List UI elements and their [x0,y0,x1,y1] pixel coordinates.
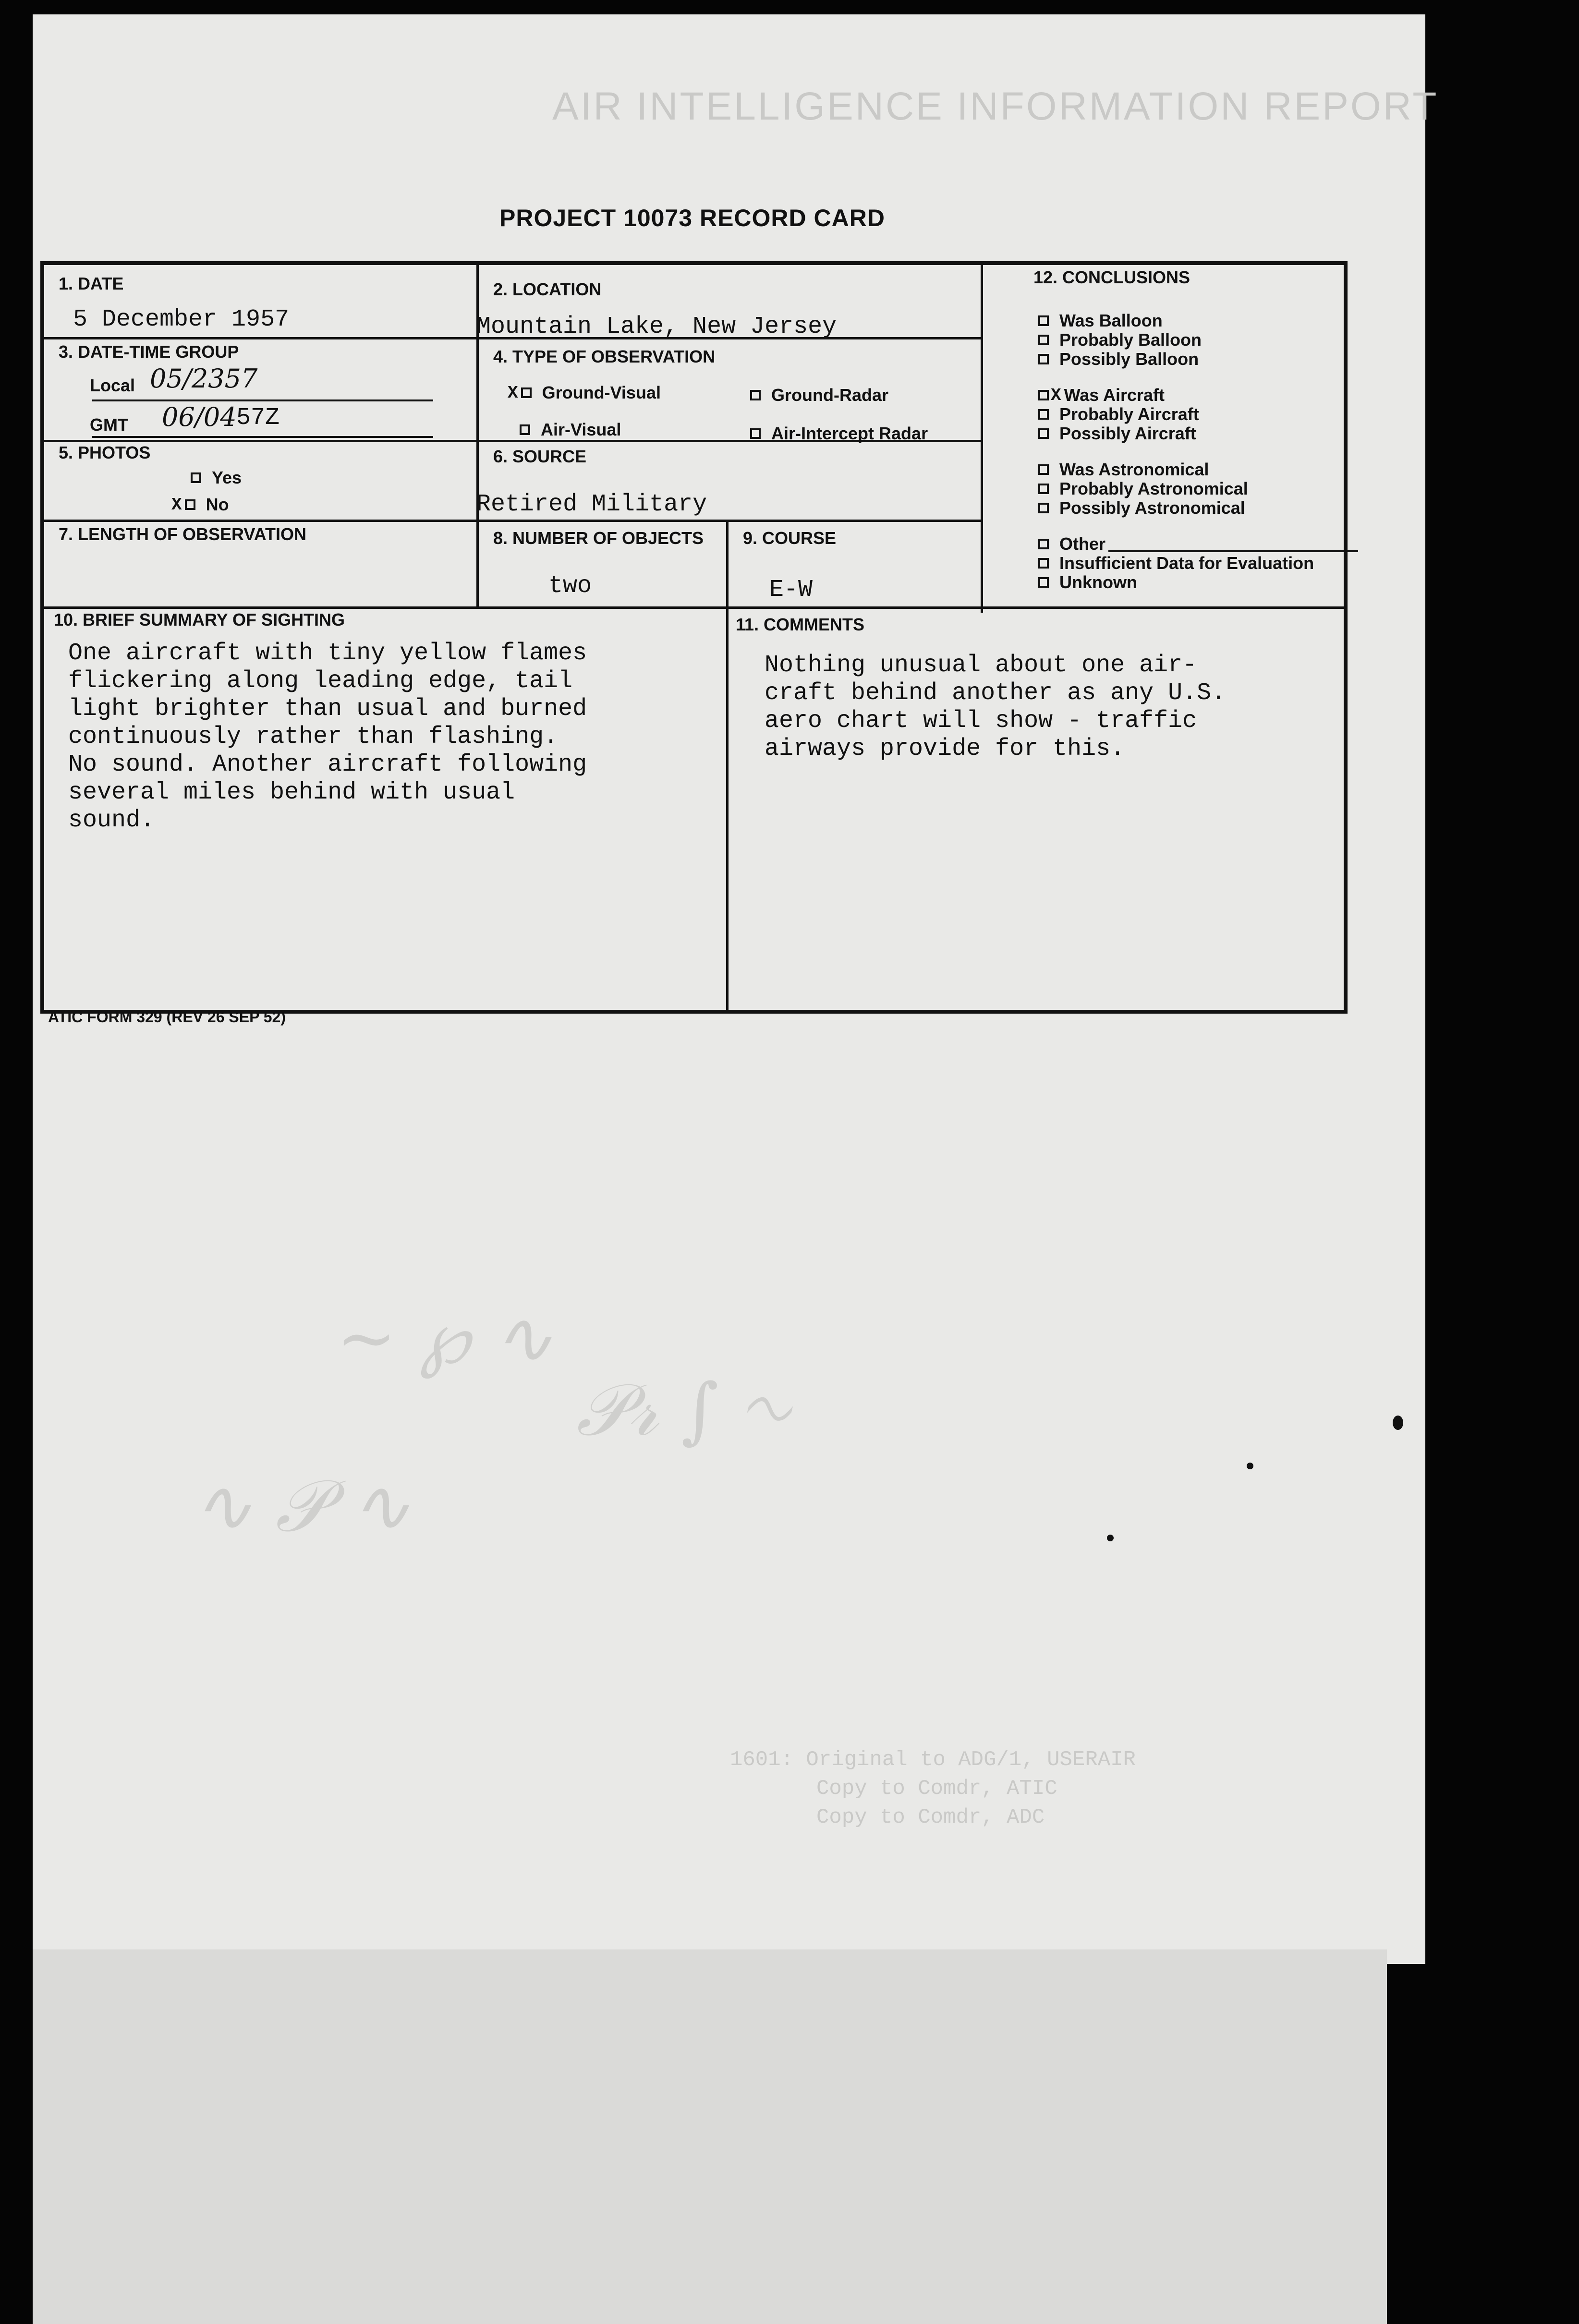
comments-text [765,652,1226,763]
option-label: Possibly Astronomical [1059,498,1245,518]
option-label: Air-Intercept Radar [771,424,928,443]
divider [92,436,433,438]
background-form-header: AIR INTELLIGENCE INFORMATION REPORT [552,85,1439,128]
summary-line: flickering along leading edge, tail [68,667,573,695]
checkbox-icon [1038,484,1049,494]
type-of-observation-label: 4. TYPE OF OBSERVATION [493,347,716,366]
summary-line: continuously rather than flashing. [68,723,559,750]
gmt-typed-value: 57Z [236,404,280,432]
location-value: Mountain Lake, New Jersey [476,313,837,340]
checkbox-icon [1038,539,1049,549]
conclusion-option-possibly-balloon[interactable] [1038,349,1199,369]
divider [726,520,729,1010]
checkbox-icon [1038,315,1049,326]
x-mark: X [171,495,182,515]
conclusion-option-was-balloon[interactable] [1038,311,1163,331]
option-photos-no[interactable] [171,495,229,515]
option-ground-radar[interactable] [750,385,888,405]
option-label: No [206,495,229,514]
conclusion-option-possibly-aircraft[interactable] [1038,424,1196,444]
source-label: 6. SOURCE [493,447,587,466]
checkbox-icon [1038,409,1049,420]
comments-line: airways provide for this. [765,735,1125,763]
background-form-line: Copy to Comdr, ATIC [816,1777,1057,1801]
pencil-marks: 𝒫𝓇 ∫ ∿ [576,1368,786,1452]
option-label: Air-Visual [541,420,621,439]
local-label: Local [90,375,135,395]
photos-label: 5. PHOTOS [59,443,151,462]
gmt-handwritten-value: 06/04 [162,402,237,432]
conclusion-option-probably-astronomical[interactable] [1038,479,1248,499]
option-photos-yes[interactable] [191,468,242,488]
underlying-sheet [33,1949,1387,2324]
record-card [40,261,1348,1014]
checkbox-icon [1038,464,1049,475]
option-label: Probably Astronomical [1059,479,1248,498]
checkbox-icon [1038,503,1049,513]
checkbox-icon [521,387,532,398]
summary-label: 10. BRIEF SUMMARY OF SIGHTING [54,610,345,629]
date-value: 5 December 1957 [73,306,290,333]
ink-dot [1107,1535,1114,1541]
checkbox-icon [1038,354,1049,364]
conclusion-option-probably-aircraft[interactable] [1038,404,1199,424]
option-label: Unknown [1059,572,1137,592]
checkbox-icon [750,390,761,400]
x-mark: X [508,383,518,403]
number-of-objects-label: 8. NUMBER OF OBJECTS [493,528,704,548]
option-label: Insufficient Data for Evaluation [1059,553,1314,573]
divider [981,265,983,613]
local-time-value: 05/2357 [150,363,258,394]
course-value: E-W [769,576,813,604]
pencil-marks: ∿ 𝒫 ∿ [192,1465,411,1548]
background-form-line: Copy to Comdr, ADC [816,1805,1045,1829]
summary-line: several miles behind with usual [68,779,515,806]
pencil-marks: ~ ℘ ∿ [336,1296,553,1380]
checkbox-icon [185,499,195,510]
option-label: Yes [212,468,242,487]
checkbox-icon [191,472,201,483]
summary-text [68,640,587,835]
conclusion-option-was-astronomical[interactable] [1038,460,1209,480]
comments-line: craft behind another as any U.S. [765,679,1226,707]
option-label: Probably Aircraft [1059,404,1199,424]
other-underline [1108,550,1358,552]
conclusions-label: 12. CONCLUSIONS [1033,267,1190,287]
divider [44,520,981,522]
checkbox-icon [1038,577,1049,588]
gmt-label: GMT [90,415,128,435]
conclusion-option-insufficient-data-for-evaluation[interactable] [1038,553,1314,573]
option-air-visual[interactable] [520,420,621,440]
option-label: Was Aircraft [1064,385,1165,405]
conclusion-option-was-aircraft[interactable] [1038,385,1165,405]
course-label: 9. COURSE [743,528,837,548]
divider [92,399,433,401]
background-form-line: 1601: Original to ADG/1, USERAIR [730,1748,1136,1772]
conclusion-option-possibly-astronomical[interactable] [1038,498,1245,518]
option-label: Was Balloon [1059,311,1163,330]
conclusion-option-probably-balloon[interactable] [1038,330,1202,350]
card-title: PROJECT 10073 RECORD CARD [499,205,885,231]
checkbox-icon [520,424,530,435]
option-label: Possibly Balloon [1059,349,1199,369]
checkbox-icon [750,428,761,439]
date-time-group-label: 3. DATE-TIME GROUP [59,342,239,362]
option-label: Ground-Visual [542,383,661,402]
ink-dot [1247,1463,1253,1469]
option-label: Probably Balloon [1059,330,1202,350]
option-label: Possibly Aircraft [1059,424,1196,443]
x-mark: X [1051,385,1061,405]
date-label: 1. DATE [59,274,124,293]
option-label: Was Astronomical [1059,460,1209,479]
form-id: ATIC FORM 329 (REV 26 SEP 52) [48,1008,286,1026]
conclusion-option-unknown[interactable] [1038,572,1137,593]
ink-dot [1393,1416,1403,1430]
checkbox-icon [1038,335,1049,345]
option-label: Other [1059,534,1106,554]
number-of-objects-value: two [548,572,592,600]
summary-line: light brighter than usual and burned [68,695,587,723]
checkbox-icon [1038,390,1049,400]
summary-line: One aircraft with tiny yellow flames [68,640,587,667]
comments-line: aero chart will show - traffic [765,707,1197,735]
source-value: Retired Military [476,491,707,518]
option-label: Ground-Radar [771,385,889,405]
length-of-observation-label: 7. LENGTH OF OBSERVATION [59,524,307,544]
location-label: 2. LOCATION [493,279,602,299]
checkbox-icon [1038,558,1049,569]
conclusion-option-other[interactable] [1038,534,1358,554]
comments-line: Nothing unusual about one air- [765,652,1197,679]
option-ground-visual[interactable] [508,383,661,403]
option-air-intercept-radar[interactable] [750,424,928,444]
comments-label: 11. COMMENTS [736,615,865,634]
divider [44,606,1344,609]
summary-line: No sound. Another aircraft following [68,751,587,778]
summary-line: sound. [68,807,155,834]
checkbox-icon [1038,428,1049,439]
